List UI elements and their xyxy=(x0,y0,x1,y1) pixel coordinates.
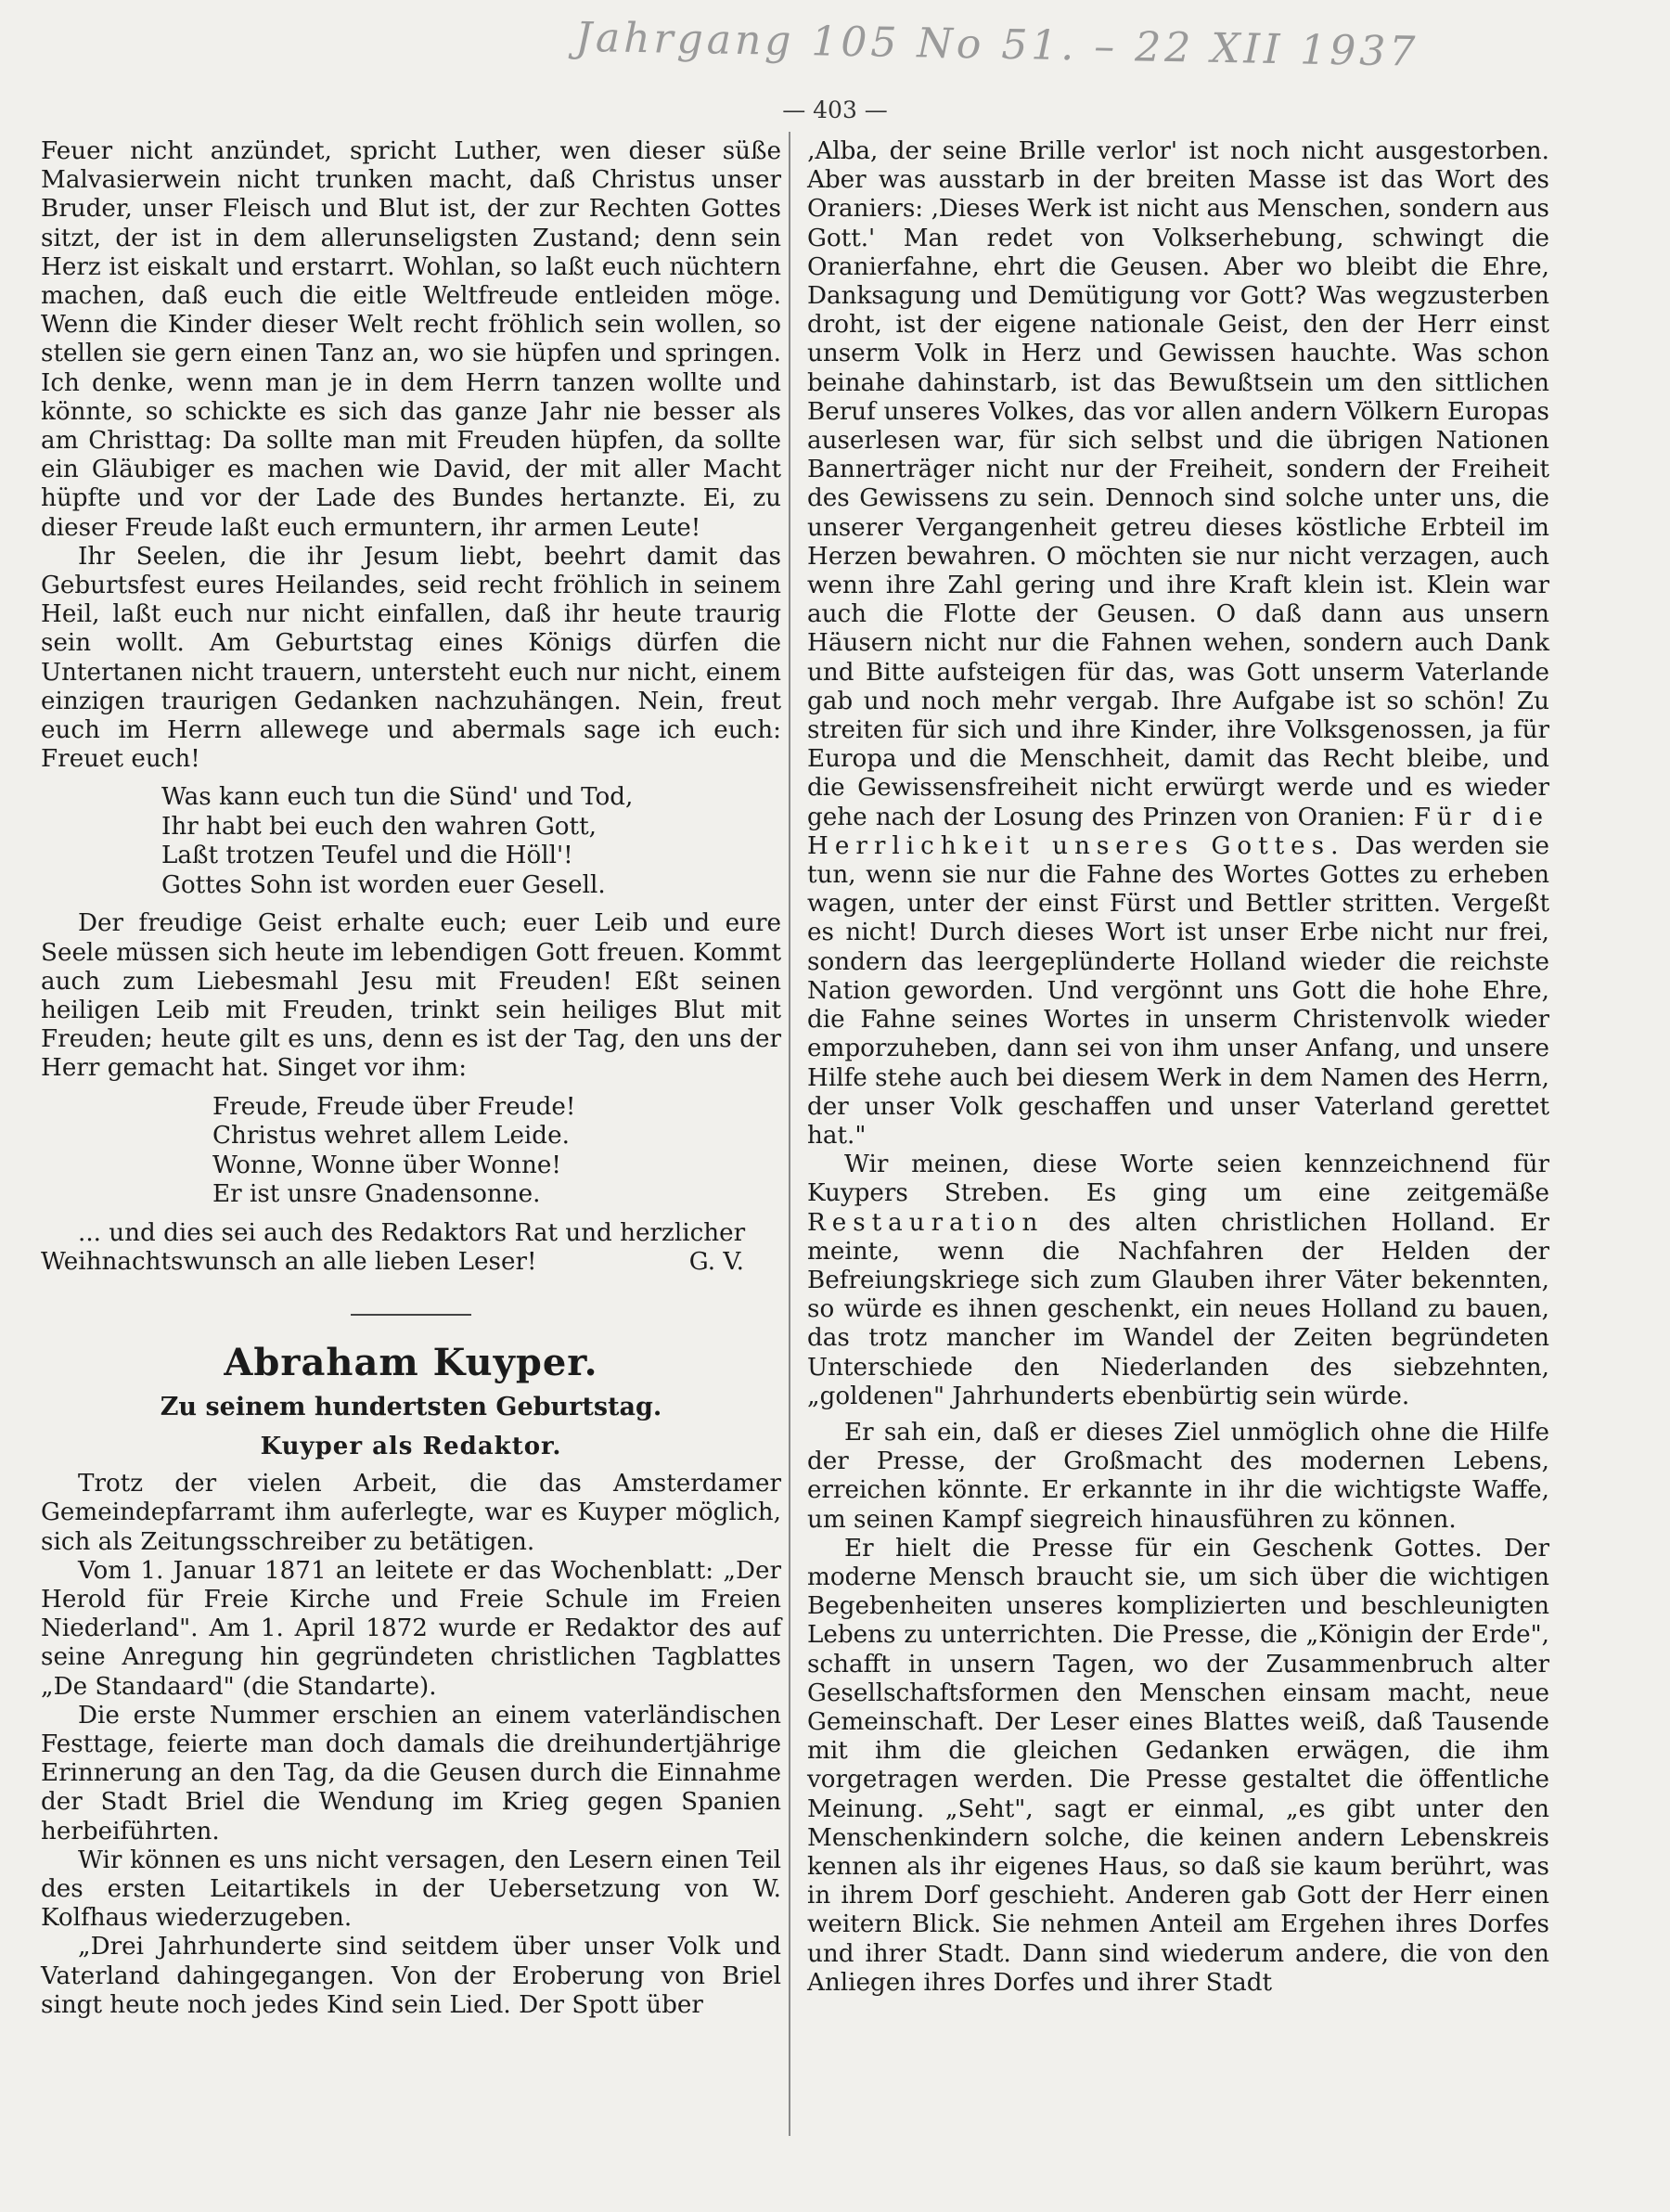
paragraph: Ihr Seelen, die ihr Jesum liebt, beehrt damit das Geburtsfest eures Heilandes, seid recht fröhlich in seinem Heil, laßt euch nur nicht einfallen, daß ihr heute traurig sein wollt. Am Geburtstag eines Königs dürfen die Untertanen nicht trauern, untersteht euch nur nicht, einem einzigen traurigen Gedanken nachzuhängen. Nein, freut euch im Herrn allewege und abermals sage ich euch: Freuet euch! xyxy=(41,542,781,774)
verse-line: Er ist unsre Gnadensonne. xyxy=(212,1180,541,1209)
paragraph: „Drei Jahrhunderte sind seitdem über unser Volk und Vaterland dahingegangen. Von der Eroberung von Briel singt heute noch jedes Kind sein Lied. Der Spott über xyxy=(41,1933,781,2019)
paragraph xyxy=(807,137,1549,1151)
right-column xyxy=(807,137,1549,1998)
spaced-word: Restauration xyxy=(807,1208,1045,1237)
article-title: Abraham Kuyper. xyxy=(224,1341,598,1385)
paragraph: ... und dies sei auch des Redaktors Rat und herzlicher xyxy=(78,1218,746,1247)
verse-block xyxy=(161,783,781,900)
verse-line: Gottes Sohn ist worden euer Gesell. xyxy=(161,870,606,899)
verse-line: Was kann euch tun die Sünd' und Tod, xyxy=(161,783,634,812)
verse-block xyxy=(212,1093,781,1210)
left-column xyxy=(41,137,781,2020)
paragraph: Der freudige Geist erhalte euch; euer Leib und eure Seele müssen sich heute im lebendigen Gott freuen. Kommt auch zum Liebesmahl Jesu mit Freuden! Eßt seinen heiligen Leib mit Freuden, trinkt sein heiliges Blut mit Freuden; heute gilt es uns, denn es ist der Tag, den uns der Herr gemacht hat. Singet vor ihm: xyxy=(41,909,781,1083)
text-run: Wir meinen, diese Worte seien kennzeichnend für Kuypers Streben. Es ging um eine zeitgemäße xyxy=(807,1151,1549,1208)
signoff-text: Weihnachtswunsch an alle lieben Leser! xyxy=(41,1247,537,1276)
paragraph: Er sah ein, daß er dieses Ziel unmöglich ohne die Hilfe der Presse, der Großmacht des modernen Lebens, erreichen könnte. Er erkannte in ihr die wichtigste Waffe, um seinen Kampf siegreich hinausführen zu können. xyxy=(807,1418,1549,1534)
verse-line: Wonne, Wonne über Wonne! xyxy=(212,1151,561,1179)
verse-line: Ihr habt bei euch den wahren Gott, xyxy=(161,812,597,841)
paragraph: Die erste Nummer erschien an einem vaterländischen Festtage, feierte man doch damals die dreihundertjährige Erinnerung an den Tag, da die Geusen durch die Einnahme der Stadt Briel die Wendung im Krieg gegen Spanien herbeiführten. xyxy=(41,1701,781,1845)
handwritten-issue-note: Jahrgang 105 No 51. – 22 XII 1937 xyxy=(574,13,1420,76)
text-run: Das werden sie tun, wenn sie nur die Fahne des Wortes Gottes zu erheben wagen, unter der einst Fürst und Bettler stritten. Vergeßt es nicht! Durch dieses Wort ist unser Erbe nicht nur frei, sondern das leergeplünderte Holland wieder die reichste Nation geworden. Und vergönnt uns Gott die hohe Ehre, die Fahne seines Wortes in unserm Christenvolk wieder emporzuheben, dann sei von ihm unser Anfang, und unsere Hilfe stehe auch bei diesem Werk in dem Namen des Herrn, der unser Volk geschaffen und unser Vaterland gerettet hat." xyxy=(807,831,1550,1150)
spaced-motto: Für die Herrlichkeit unseres Gottes. xyxy=(807,803,1550,860)
column-divider xyxy=(789,132,790,2136)
article-subtitle: Zu seinem hundertsten Geburtstag. xyxy=(160,1393,662,1422)
verse-line: Laßt trotzen Teufel und die Höll'! xyxy=(161,842,573,870)
paragraph xyxy=(807,1151,1549,1411)
paragraph: Vom 1. Januar 1871 an leitete er das Wochenblatt: „Der Herold für Freie Kirche und Freie Schule im Freien Niederland". Am 1. April 1872 wurde er Redaktor des auf seine Anregung hin gegründeten christlichen Tagblattes „De Standaard" (die Standarte). xyxy=(41,1556,781,1701)
verse-line: Christus wehret allem Leide. xyxy=(212,1122,570,1151)
text-run: des alten christlichen Holland. Er meinte, wenn die Nachfahren der Helden der Befreiungskriege sich zum Glauben ihrer Väter bekennten, so würde es ihnen geschenkt, ein neues Holland zu bauen, das trotz mancher im Wandel der Zeiten begründeten Unterschiede den Niederlanden des siebzehnten, „goldenen" Jahrhunderts ebenbürtig sein würde. xyxy=(807,1208,1550,1410)
paragraph: Er hielt die Presse für ein Geschenk Gottes. Der moderne Mensch braucht sie, um sich über die wichtigen Begebenheiten unseres komplizierten und beschleunigten Lebens zu unterrichten. Die Presse, die „Königin der Erde", schafft in unsern Tagen, wo der Zusammenbruch alter Gesellschaftsformen den Menschen einsam macht, neue Gemeinschaft. Der Leser eines Blattes weiß, daß Tausende mit ihm die gleichen Gedanken erwägen, die ihm vorgetragen werden. Die Presse gestaltet die öffentliche Meinung. „Seht", sagt er einmal, „es gibt unter den Menschenkindern solche, die keinen andern Lebenskreis kennen als ihr eigenes Haus, so daß sie kaum berührt, was in ihrem Dorf geschieht. Anderen gab Gott der Herr einen weitern Blick. Sie nehmen Anteil am Ergehen ihres Dorfes und ihrer Stadt. Dann sind wiederum andere, die von den Anliegen ihres Dorfes und ihrer Stadt xyxy=(807,1534,1549,1997)
text-run: ‚Alba, der seine Brille verlor' ist noch nicht ausgestorben. Aber was ausstarb in der breiten Masse ist das Wort des Oraniers: ‚Dieses Werk ist nicht aus Menschen, sondern aus Gott.' Man redet von Volkserhebung, schwingt die Oranierfahne, ehrt die Geusen. Aber wo bleibt die Ehre, Danksagung und Demütigung vor Gott? Was wegzusterben droht, ist der eigene nationale Geist, den der Herr einst unserm Volk in Herz und Gewissen hauchte. Was schon beinahe dahinstarb, ist das Bewußtsein um den sittlichen Beruf unseres Volkes, das vor allen andern Völkern Europas auserlesen war, für sich selbst und die übrigen Nationen Bannerträger nicht nur der Freiheit, sondern der Freiheit des Gewissens zu sein. Dennoch sind solche unter uns, die unserer Vergangenheit getreu dieses köstliche Erbteil im Herzen bewahren. O möchten sie nur nicht verzagen, auch wenn ihre Zahl gering und ihre Kraft klein ist. Klein war auch die Flotte der Geusen. O daß dann aus unsern Häusern nicht nur die Fahnen wehen, sondern auch Dank und Bitte aufsteigen für das, was Gott unserm Vaterlande gab und noch mehr vergab. Ihre Aufgabe ist so schön! Zu streiten für sich und ihre Kinder, ihre Volksgenossen, ja für Europa und die Menschheit, damit das Recht bleibe, und die Gewissensfreiheit nicht erwürgt werde und es wieder gehe nach der Losung des Prinzen von Oranien: xyxy=(807,137,1549,831)
signoff-line xyxy=(41,1248,781,1277)
verse-line: Freude, Freude über Freude! xyxy=(212,1092,576,1121)
page-number: — 403 — xyxy=(782,96,888,123)
section-rule xyxy=(351,1314,471,1316)
paragraph: Trotz der vielen Arbeit, die das Amsterdamer Gemeindepfarramt ihm auferlegte, war es Kuyper möglich, sich als Zeitungsschreiber zu betätigen. xyxy=(41,1470,781,1556)
paragraph: Feuer nicht anzündet, spricht Luther, wen dieser süße Malvasierwein nicht trunken macht, daß Christus unser Bruder, unser Fleisch und Blut ist, der zur Rechten Gottes sitzt, der ist in dem allerunseligsten Zustand; denn sein Herz ist eiskalt und erstarrt. Wohlan, so laßt euch nüchtern machen, daß euch die eitle Weltfreude entleiden möge. Wenn die Kinder dieser Welt recht fröhlich sein wollen, so stellen sie gern einen Tanz an, wo sie hüpfen und springen. Ich denke, wenn man je in dem Herrn tanzen wollte und könnte, so schickte es sich das ganze Jahr nie besser als am Christtag: Da sollte man mit Freuden hüpfen, da sollte ein Gläubiger es machen wie David, der mit aller Macht hüpfte und vor der Lade des Bundes hertanzte. Ei, zu dieser Freude laßt euch ermuntern, ihr armen Leute! xyxy=(41,137,781,542)
section-title: Kuyper als Redaktor. xyxy=(260,1433,562,1461)
paragraph: Wir können es uns nicht versagen, den Lesern einen Teil des ersten Leitartikels in der Uebersetzung von W. Kolfhaus wiederzugeben. xyxy=(41,1845,781,1933)
signature: G. V. xyxy=(688,1247,744,1276)
